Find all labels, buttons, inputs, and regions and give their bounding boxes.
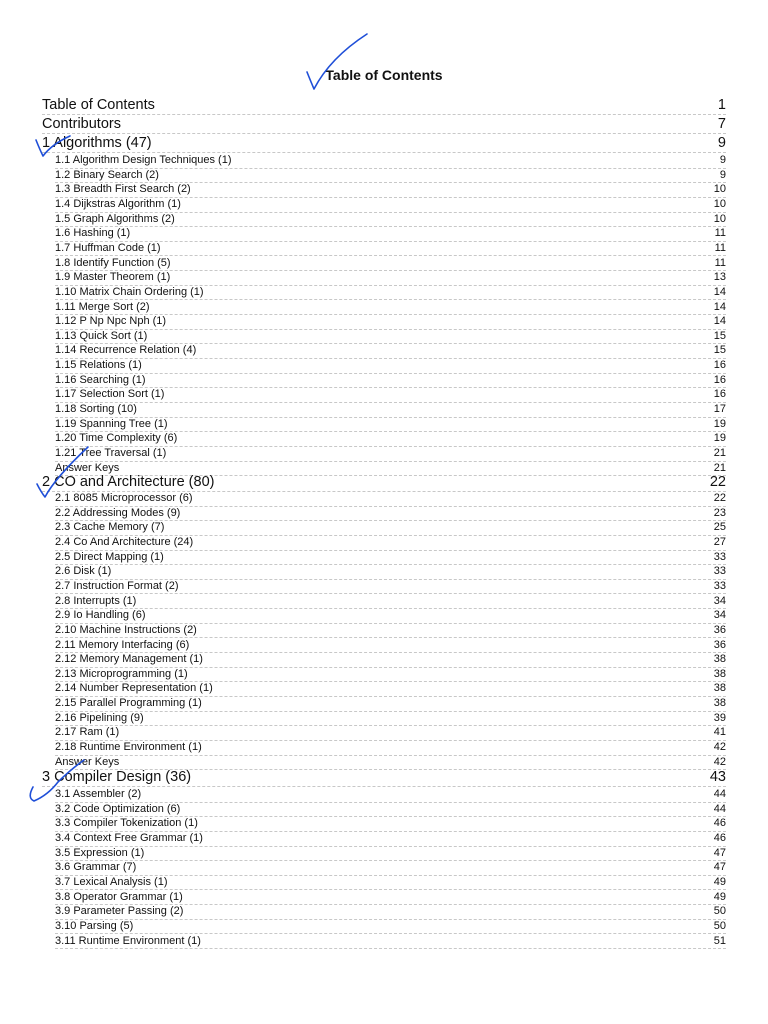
toc-section-row[interactable] [55, 935, 726, 950]
toc-entry-title: 1.4 Dijkstras Algorithm (1) [55, 197, 181, 210]
toc-section-row[interactable] [55, 359, 726, 374]
toc-section-row[interactable] [55, 447, 726, 462]
toc-entry-page-number: 21 [713, 461, 726, 474]
toc-section-row[interactable] [55, 639, 726, 654]
toc-entry-title: 2.13 Microprogramming (1) [55, 667, 188, 680]
toc-entry-page-number: 44 [713, 802, 726, 815]
toc-entry-page-number: 25 [713, 521, 726, 534]
toc-section-row[interactable] [55, 668, 726, 683]
toc-entry-page-number: 9 [717, 135, 726, 151]
toc-entry-title: 1.1 Algorithm Design Techniques (1) [55, 154, 232, 166]
toc-entry-page-number: 16 [713, 388, 726, 401]
toc-entry-page-number: 22 [709, 474, 726, 490]
toc-chapter-row[interactable] [42, 474, 726, 492]
toc-section-row[interactable] [55, 653, 726, 668]
toc-entry-title: 3.7 Lexical Analysis (1) [55, 875, 168, 888]
toc-entry-page-number: 11 [714, 241, 726, 254]
toc-chapter-row[interactable] [42, 769, 726, 787]
toc-entry-page-number: 27 [713, 535, 726, 548]
toc-section-row[interactable] [55, 595, 726, 610]
toc-entry-title: 3.5 Expression (1) [55, 846, 145, 859]
toc-section-row[interactable] [55, 551, 726, 566]
toc-section-row[interactable] [55, 920, 726, 935]
toc-chapter-row[interactable] [42, 135, 726, 153]
toc-entry-title: 2.11 Memory Interfacing (6) [55, 638, 190, 651]
toc-entry-page-number: 16 [713, 373, 726, 386]
toc-entry-title: 1.15 Relations (1) [55, 359, 142, 372]
toc-entry-page-number: 49 [713, 875, 726, 888]
toc-entry-title: 3.3 Compiler Tokenization (1) [55, 817, 198, 830]
toc-entry-title: 2.4 Co And Architecture (24) [55, 535, 194, 548]
toc-entry-page-number: 14 [713, 315, 726, 328]
toc-entry-page-number: 11 [714, 227, 726, 240]
toc-entry-page-number: 19 [713, 432, 726, 445]
toc-entry-title: 1.14 Recurrence Relation (4) [55, 344, 197, 357]
toc-section-row[interactable] [55, 536, 726, 551]
toc-entry-page-number: 46 [713, 831, 726, 844]
toc-section-row[interactable] [55, 432, 726, 447]
toc-entry-title: 1.7 Huffman Code (1) [55, 241, 161, 254]
toc-entry-page-number: 33 [713, 565, 726, 578]
toc-entry-title: 1.21 Tree Traversal (1) [55, 447, 167, 459]
toc-entry-title: 1 Algorithms (47) [42, 135, 152, 151]
toc-entry-title: 3.4 Context Free Grammar (1) [55, 831, 203, 844]
toc-section-row[interactable] [55, 609, 726, 624]
toc-entry-title: 1.5 Graph Algorithms (2) [55, 212, 175, 225]
toc-chapter-row[interactable] [42, 116, 726, 134]
toc-section-row[interactable] [55, 271, 726, 286]
toc-entry-page-number: 50 [713, 919, 726, 932]
toc-entry-page-number: 41 [713, 726, 726, 739]
toc-entry-page-number: 21 [713, 447, 726, 459]
toc-entry-page-number: 11 [714, 256, 726, 269]
toc-entry-title: 2.14 Number Representation (1) [55, 682, 213, 695]
toc-entry-page-number: 7 [717, 116, 726, 132]
toc-entry-title: 2.18 Runtime Environment (1) [55, 741, 202, 754]
toc-entry-title: 3.1 Assembler (2) [55, 788, 142, 800]
toc-entry-title: 2.16 Pipelining (9) [55, 711, 144, 724]
toc-section-row[interactable] [55, 418, 726, 433]
toc-section-row[interactable] [55, 183, 726, 198]
toc-entry-page-number: 46 [713, 817, 726, 830]
toc-entry-page-number: 38 [713, 653, 726, 666]
toc-section-row[interactable] [55, 565, 726, 580]
toc-section-row[interactable] [55, 861, 726, 876]
toc-section-row[interactable] [55, 876, 726, 891]
toc-chapter-row[interactable] [42, 97, 726, 115]
toc-entry-page-number: 17 [713, 403, 726, 416]
toc-section-row[interactable] [55, 682, 726, 697]
toc-entry-title: 1.19 Spanning Tree (1) [55, 417, 168, 430]
toc-entry-page-number: 43 [709, 769, 726, 785]
toc-section-row[interactable] [55, 388, 726, 403]
toc-entry-title: 2.2 Addressing Modes (9) [55, 506, 181, 519]
toc-entry-title: 2.5 Direct Mapping (1) [55, 550, 164, 563]
toc-entry-title: 3.9 Parameter Passing (2) [55, 905, 184, 918]
toc-section-row[interactable] [55, 286, 726, 301]
toc-entry-title: 2.3 Cache Memory (7) [55, 521, 165, 534]
toc-section-row[interactable] [55, 344, 726, 359]
toc-entry-page-number: 38 [713, 697, 726, 710]
toc-section-row[interactable] [55, 169, 726, 184]
toc-entry-page-number: 33 [713, 550, 726, 563]
toc-section-row[interactable] [55, 257, 726, 272]
toc-entry-page-number: 34 [713, 609, 726, 622]
toc-entry-title: 2.17 Ram (1) [55, 726, 120, 739]
toc-entry-page-number: 13 [713, 271, 726, 284]
toc-entry-page-number: 1 [717, 97, 726, 113]
toc-section-row[interactable] [55, 198, 726, 213]
toc-section-row[interactable] [55, 315, 726, 330]
toc-entry-title: 2.9 Io Handling (6) [55, 609, 146, 622]
toc-entry-page-number: 16 [713, 359, 726, 372]
toc-entry-page-number: 23 [713, 506, 726, 519]
toc-entry-title: 1.18 Sorting (10) [55, 403, 137, 416]
toc-entry-title: 3.2 Code Optimization (6) [55, 802, 181, 815]
toc-section-row[interactable] [55, 788, 726, 803]
toc-entry-page-number: 38 [713, 682, 726, 695]
toc-section-row[interactable] [55, 301, 726, 316]
toc-entry-title: Answer Keys [55, 755, 120, 768]
toc-section-row[interactable] [55, 403, 726, 418]
toc-section-row[interactable] [55, 154, 726, 169]
toc-section-row[interactable] [55, 242, 726, 257]
toc-section-row[interactable] [55, 580, 726, 595]
toc-section-row[interactable] [55, 726, 726, 741]
toc-entry-title: 1.16 Searching (1) [55, 373, 146, 386]
toc-entry-title: 1.11 Merge Sort (2) [55, 300, 150, 313]
toc-entry-title: 2.1 8085 Microprocessor (6) [55, 492, 193, 504]
toc-section-row[interactable] [55, 374, 726, 389]
toc-section-row[interactable] [55, 492, 726, 507]
toc-entry-page-number: 10 [713, 183, 726, 196]
toc-entry-title: 3.6 Grammar (7) [55, 861, 137, 874]
toc-entry-title: 3 Compiler Design (36) [42, 769, 192, 785]
toc-entry-page-number: 9 [719, 154, 726, 166]
toc-section-row[interactable] [55, 712, 726, 727]
toc-section-row[interactable] [55, 624, 726, 639]
toc-entry-page-number: 42 [713, 755, 726, 768]
toc-entry-title: 2.12 Memory Management (1) [55, 653, 203, 666]
toc-entry-page-number: 36 [713, 638, 726, 651]
toc-entry-title: 1.12 P Np Npc Nph (1) [55, 315, 167, 328]
toc-entry-page-number: 14 [713, 285, 726, 298]
toc-entry-title: 1.10 Matrix Chain Ordering (1) [55, 285, 204, 298]
toc-entry-title: Table of Contents [42, 97, 155, 113]
toc-section-row[interactable] [55, 521, 726, 536]
toc-entry-page-number: 36 [713, 623, 726, 636]
toc-section-row[interactable] [55, 905, 726, 920]
toc-entry-page-number: 44 [713, 788, 726, 800]
toc-entry-title: 1.13 Quick Sort (1) [55, 329, 148, 342]
toc-entry-title: 1.9 Master Theorem (1) [55, 271, 171, 284]
toc-entry-title: 1.17 Selection Sort (1) [55, 388, 165, 401]
toc-entry-page-number: 34 [713, 594, 726, 607]
toc-section-row[interactable] [55, 803, 726, 818]
toc-section-row[interactable] [55, 817, 726, 832]
toc-section-row[interactable] [55, 891, 726, 906]
toc-entry-page-number: 10 [713, 197, 726, 210]
toc-entry-page-number: 47 [713, 861, 726, 874]
toc-entry-page-number: 22 [713, 492, 726, 504]
toc-entry-title: 3.10 Parsing (5) [55, 919, 134, 932]
toc-entry-title: 2 CO and Architecture (80) [42, 474, 215, 490]
toc-entry-page-number: 15 [713, 329, 726, 342]
toc-section-row[interactable] [55, 330, 726, 345]
toc-entry-title: 2.7 Instruction Format (2) [55, 579, 179, 592]
toc-entry-title: Contributors [42, 116, 121, 132]
toc-entry-page-number: 39 [713, 711, 726, 724]
toc-entry-title: 2.10 Machine Instructions (2) [55, 623, 197, 636]
toc-entry-title: 2.6 Disk (1) [55, 565, 112, 578]
toc-entry-page-number: 47 [713, 846, 726, 859]
toc-section-row[interactable] [55, 847, 726, 862]
toc-section-row[interactable] [55, 741, 726, 756]
toc-section-row[interactable] [55, 832, 726, 847]
toc-entry-title: 1.8 Identify Function (5) [55, 256, 171, 269]
toc-entry-page-number: 49 [713, 890, 726, 903]
toc-entry-page-number: 38 [713, 667, 726, 680]
toc-entry-page-number: 51 [713, 934, 726, 947]
toc-entry-page-number: 19 [713, 417, 726, 430]
toc-section-row[interactable] [55, 697, 726, 712]
toc-entry-page-number: 42 [713, 741, 726, 754]
toc-entry-title: 3.11 Runtime Environment (1) [55, 934, 201, 947]
toc-section-row[interactable] [55, 227, 726, 242]
toc-section-row[interactable] [55, 213, 726, 228]
toc-section-row[interactable] [55, 507, 726, 522]
toc-entry-page-number: 33 [713, 579, 726, 592]
page-title: Table of Contents [325, 67, 443, 83]
toc-entry-page-number: 10 [713, 212, 726, 225]
toc-entry-page-number: 15 [713, 344, 726, 357]
toc-entry-title: 1.2 Binary Search (2) [55, 168, 159, 181]
toc-entry-title: Answer Keys [55, 461, 120, 474]
toc-entry-title: 2.15 Parallel Programming (1) [55, 697, 202, 710]
toc-entry-title: 1.20 Time Complexity (6) [55, 432, 178, 445]
toc-entry-title: 1.6 Hashing (1) [55, 227, 131, 240]
toc-entry-page-number: 9 [719, 168, 726, 181]
toc-entry-page-number: 14 [713, 300, 726, 313]
toc-entry-page-number: 50 [713, 905, 726, 918]
toc-entry-title: 2.8 Interrupts (1) [55, 594, 137, 607]
toc-entry-title: 1.3 Breadth First Search (2) [55, 183, 191, 196]
toc-entry-title: 3.8 Operator Grammar (1) [55, 890, 183, 903]
